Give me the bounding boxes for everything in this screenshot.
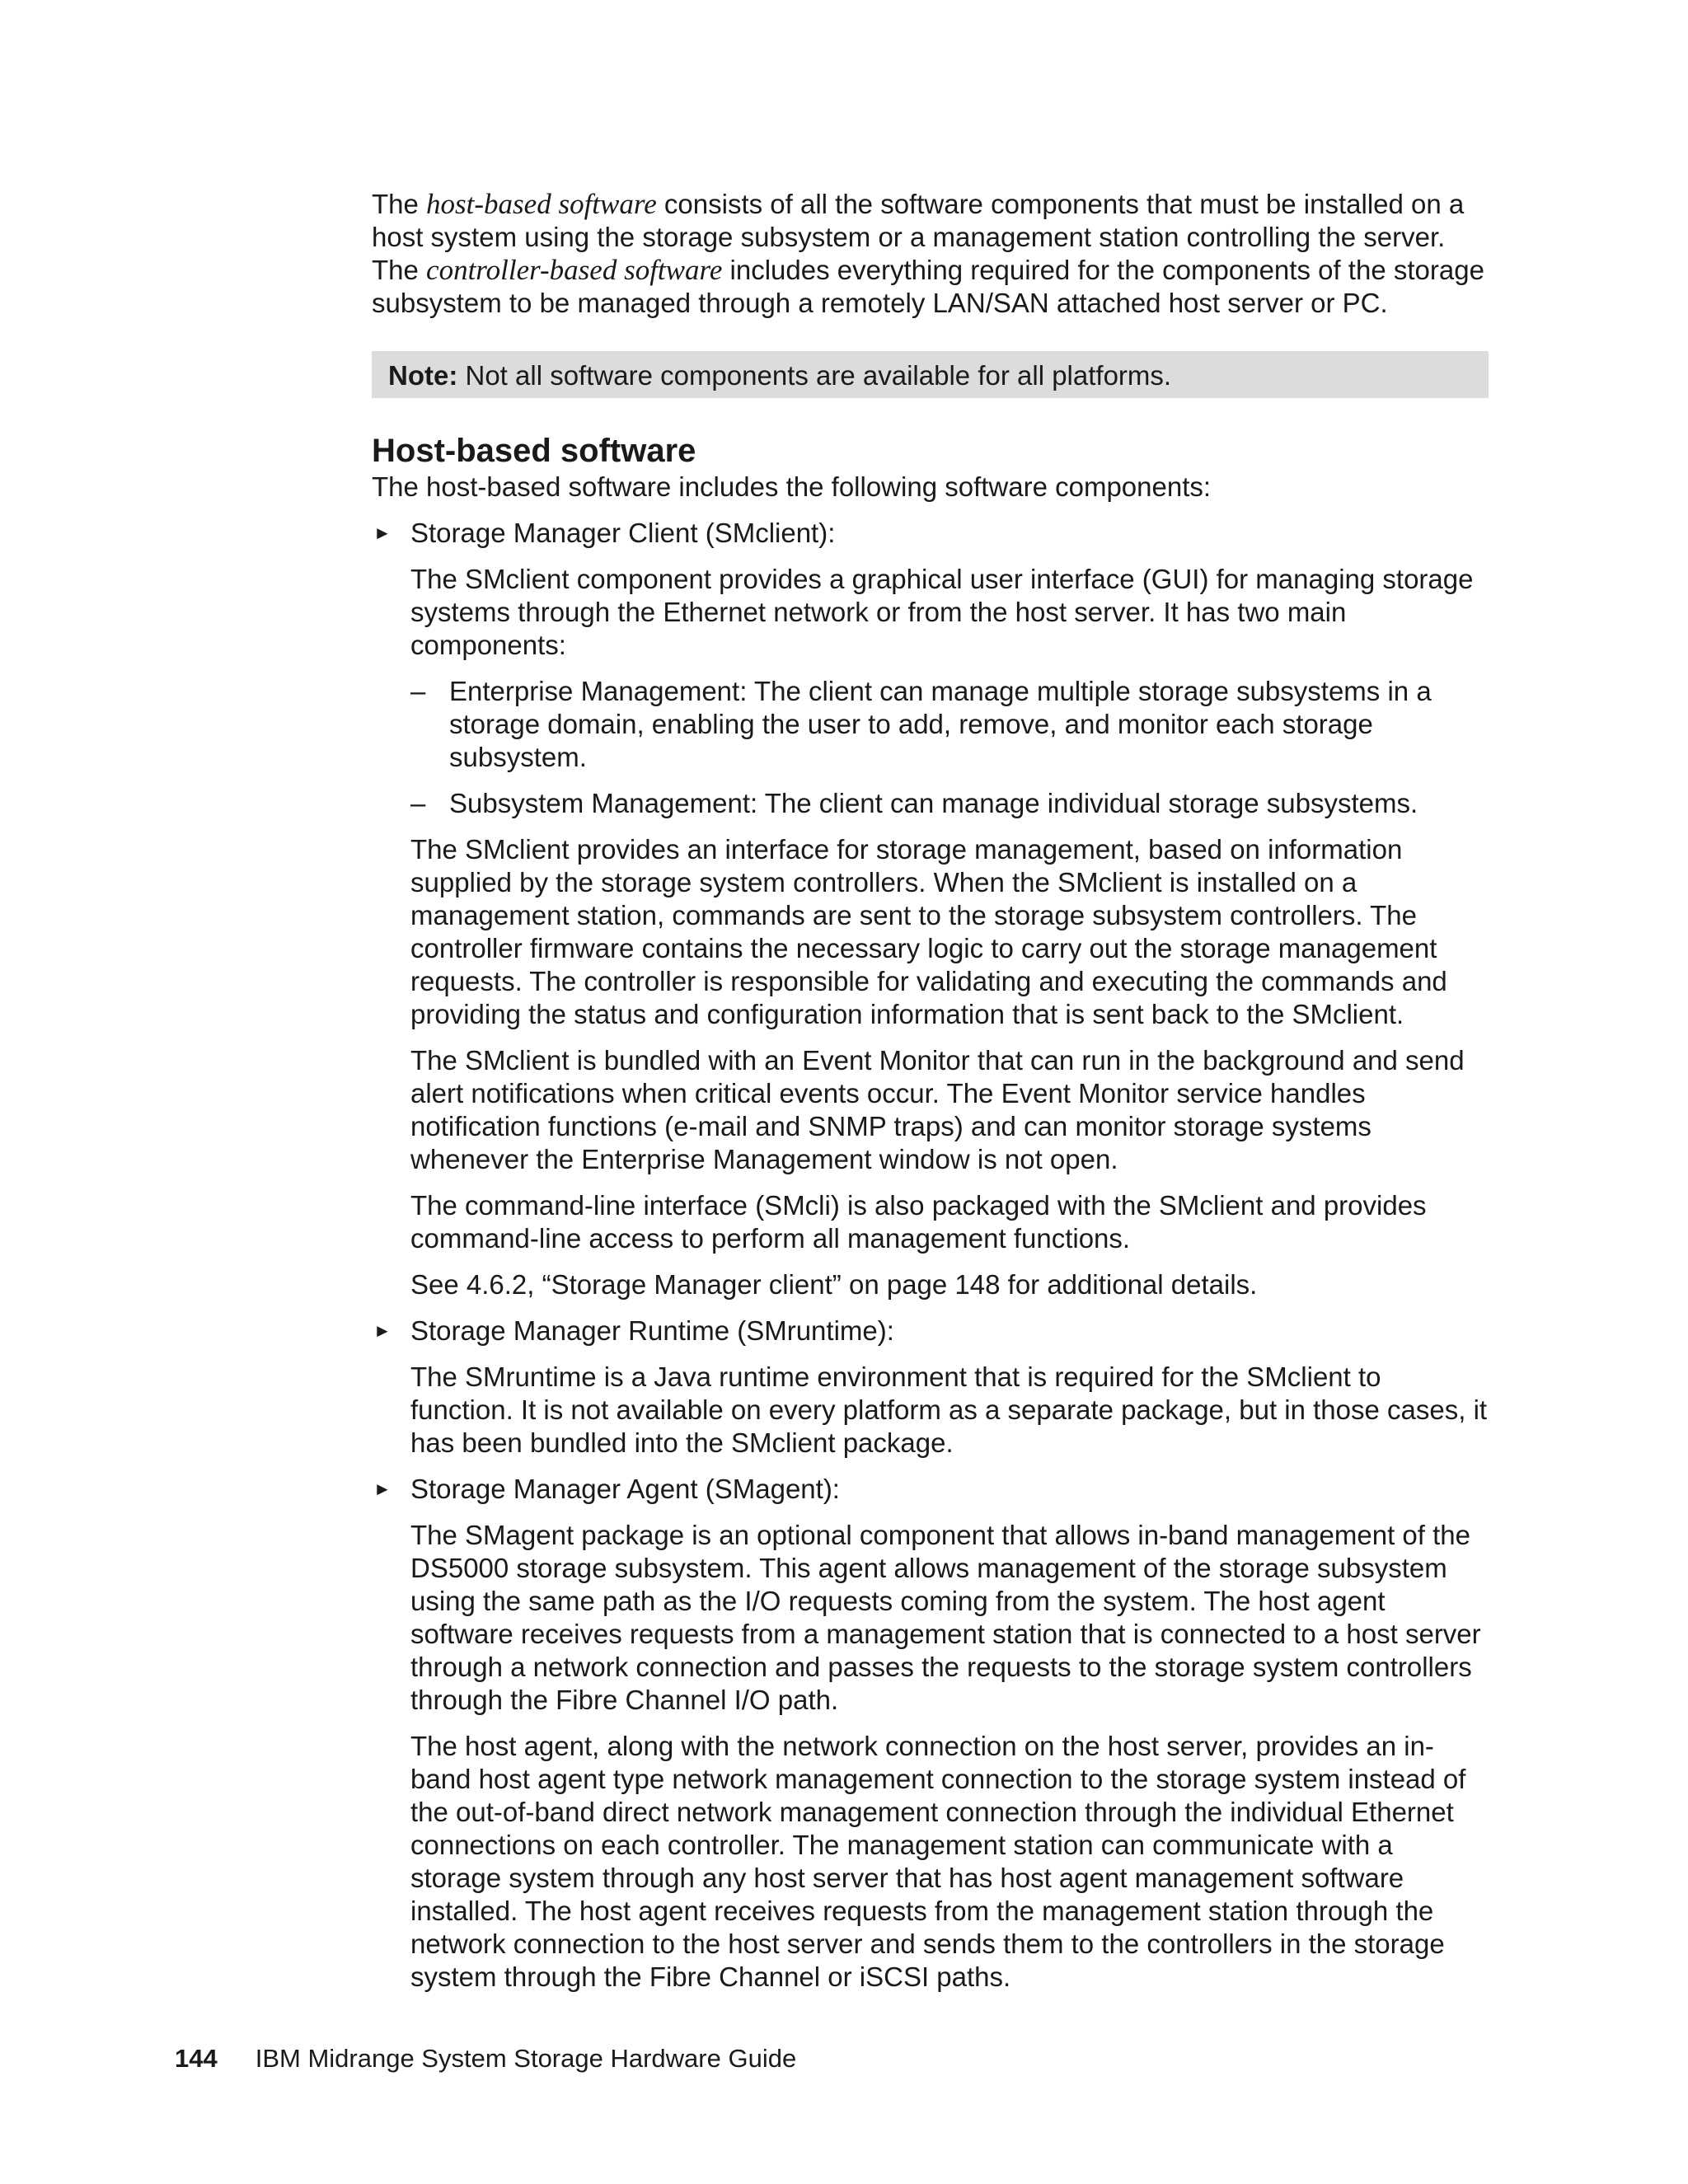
list-item-smagent (372, 1473, 1489, 1994)
item-paragraph: The SMclient provides an interface for storage management, based on information supplied by the storage system controllers. When the SMclient is installed on a management station, commands are sent to the storage subsystem controllers. The controller firmware contains the necessary logic to carry out the storage management requests. The controller is responsible for validating and executing the commands and providing the status and configuration information that is sent back to the SMclient. (410, 834, 1447, 1029)
book-title: IBM Midrange System Storage Hardware Guide (255, 2044, 797, 2073)
sub-list-item (410, 675, 1489, 774)
item-title: Storage Manager Agent (SMagent): (410, 1474, 840, 1504)
item-paragraph: The SMagent package is an optional component that allows in-band management of the DS5000 storage subsystem. This agent allows management of the storage subsystem using the same path as the I/O requests coming from the system. The host agent software receives requests from a management station that is connected to a host server through a network connection and passes the requests to the storage system controllers through the Fibre Channel I/O path. (410, 1520, 1481, 1715)
bullet-triangle-icon: ► (373, 1479, 392, 1499)
note-label: Note: (388, 360, 458, 391)
page-footer (175, 2042, 796, 2075)
bullet-triangle-icon: ► (373, 523, 392, 543)
note-text: Not all software components are available for all platforms. (457, 360, 1172, 391)
list-item-smruntime (372, 1315, 1489, 1460)
bullet-triangle-icon: ► (373, 1320, 392, 1341)
intro-text: The (372, 189, 427, 219)
section-lead: The host-based software includes the following software components: (372, 471, 1212, 502)
page-number: 144 (175, 2044, 218, 2073)
component-list (372, 517, 1489, 1994)
note-box (372, 351, 1489, 398)
sub-item-text: Subsystem Management: The client can manage individual storage subsystems. (449, 788, 1418, 818)
item-title: Storage Manager Runtime (SMruntime): (410, 1315, 894, 1346)
cross-reference: See 4.6.2, “Storage Manager client” on page 148 for additional details. (410, 1269, 1258, 1300)
intro-text: includes everything required for the components of the storage subsystem to be managed through a remotely LAN/SAN attached host server or PC. (372, 255, 1484, 318)
intro-paragraph (372, 188, 1489, 320)
dash-marker: – (410, 788, 426, 818)
item-paragraph: The SMclient component provides a graphical user interface (GUI) for managing storage systems through the Ethernet network or from the host server. It has two main components: (410, 564, 1474, 660)
section-heading: Host-based software (372, 433, 696, 469)
sub-item-text: Enterprise Management: The client can manage multiple storage subsystems in a storage domain, enabling the user to add, remove, and monitor each storage subsystem. (449, 676, 1432, 772)
page-content (372, 188, 1489, 1994)
item-paragraph: The host agent, along with the network connection on the host server, provides an in-band host agent type network management connection to the storage system instead of the out-of-band direct network management connection through the individual Ethernet connections on each controller. The management station can communicate with a storage system through any host server that has host agent management software installed. The host agent receives requests from the management station through the network connection to the host server and sends them to the controllers in the storage system through the Fibre Channel or iSCSI paths. (410, 1731, 1466, 1992)
item-title: Storage Manager Client (SMclient): (410, 518, 836, 548)
item-paragraph: The SMruntime is a Java runtime environment that is required for the SMclient to function. It is not available on every platform as a separate package, but in those cases, it has been bundled into the SMclient package. (410, 1361, 1488, 1458)
term-controller-based-software: controller-based software (426, 254, 723, 286)
sub-list-item (410, 787, 1489, 820)
sub-list (410, 675, 1489, 820)
term-host-based-software: host-based software (426, 188, 657, 220)
dash-marker: – (410, 676, 426, 706)
list-item-smclient (372, 517, 1489, 1301)
item-paragraph: The SMclient is bundled with an Event Monitor that can run in the background and send alert notifications when critical events occur. The Event Monitor service handles notification functions (e-mail and SNMP traps) and can monitor storage systems whenever the Enterprise Management window is not open. (410, 1045, 1465, 1174)
intro-text: consists of all the software components that must be installed on a host system using the storage subsystem or a management station controlling the server. The (372, 189, 1465, 285)
item-paragraph: The command-line interface (SMcli) is also packaged with the SMclient and provides command-line access to perform all management functions. (410, 1190, 1427, 1254)
